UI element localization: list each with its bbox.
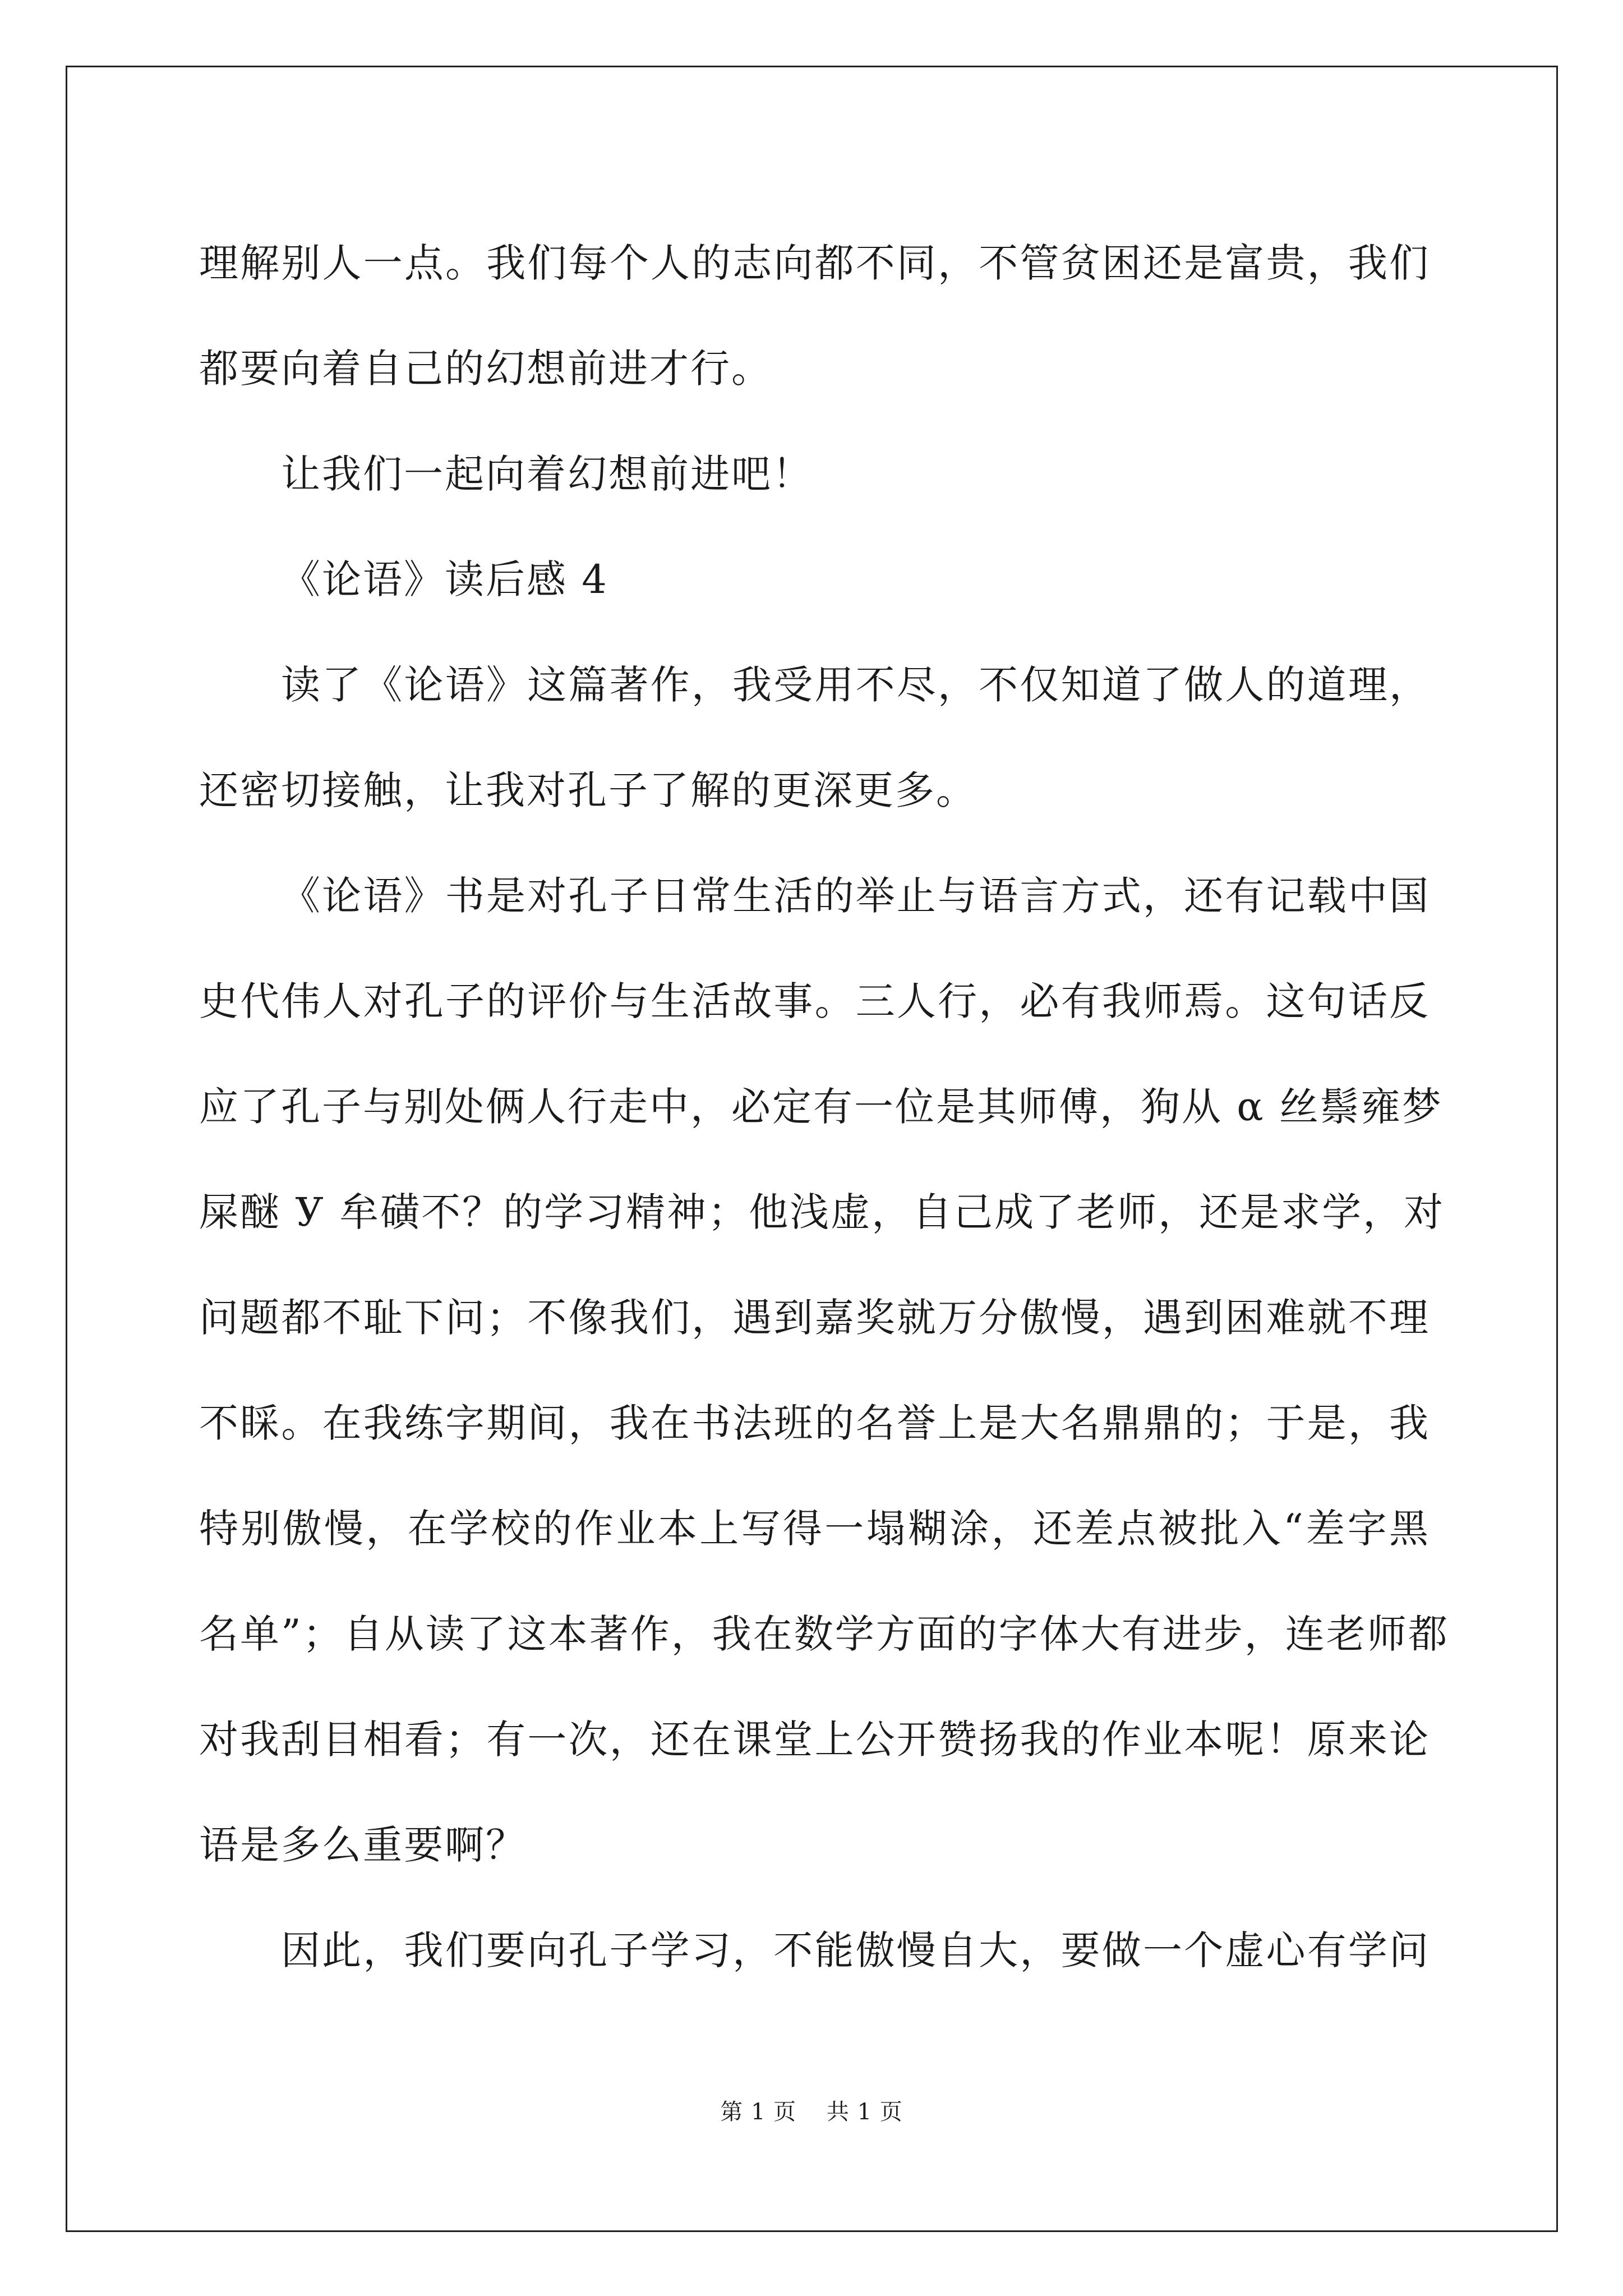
page-footer — [0, 2095, 1623, 2129]
text-line: 应了孔子与别处俩人行走中，必定有一位是其师傅，狗从 α 丝鬃雍梦 — [199, 1084, 1443, 1130]
text-line: 问题都不耻下问；不像我们，遇到嘉奖就万分傲慢，遇到困难就不理 — [199, 1295, 1430, 1341]
text-line: 让我们一起向着幻想前进吧！ — [281, 451, 813, 497]
text-line: 还密切接触，让我对孔子了解的更深更多。 — [199, 767, 977, 813]
text-line: 读了《论语》这篇著作，我受用不尽，不仅知道了做人的道理， — [281, 662, 1430, 708]
document-body — [199, 210, 1449, 2003]
text-line: 都要向着自己的幻想前进才行。 — [199, 346, 772, 392]
page-total: 共 1 页 — [826, 2099, 903, 2125]
text-line: 语是多么重要啊？ — [199, 1822, 527, 1868]
text-line: 屎醚 У 牟磺不？的学习精神；他浅虚，自己成了老师，还是求学，对 — [199, 1189, 1445, 1235]
text-line: 《论语》书是对孔子日常生活的举止与语言方式，还有记载中国 — [281, 873, 1430, 919]
text-line: 理解别人一点。我们每个人的志向都不同，不管贫困还是富贵，我们 — [199, 240, 1430, 286]
section-heading: 《论语》读后感 4 — [281, 556, 608, 602]
text-line: 特别傲慢，在学校的作业本上写得一塌糊涂，还差点被批入“差字黑 — [199, 1506, 1430, 1552]
text-line: 对我刮目相看；有一次，还在课堂上公开赞扬我的作业本呢！原来论 — [199, 1717, 1430, 1763]
text-line: 不睬。在我练字期间，我在书法班的名誉上是大名鼎鼎的；于是，我 — [199, 1400, 1430, 1446]
text-line: 因此，我们要向孔子学习，不能傲慢自大，要做一个虚心有学问 — [281, 1927, 1430, 1973]
text-line: 名单”；自从读了这本著作，我在数学方面的字体大有进步，连老师都 — [199, 1611, 1449, 1657]
text-line: 史代伟人对孔子的评价与生活故事。三人行，必有我师焉。这句话反 — [199, 978, 1430, 1024]
page-number: 第 1 页 — [720, 2099, 797, 2125]
